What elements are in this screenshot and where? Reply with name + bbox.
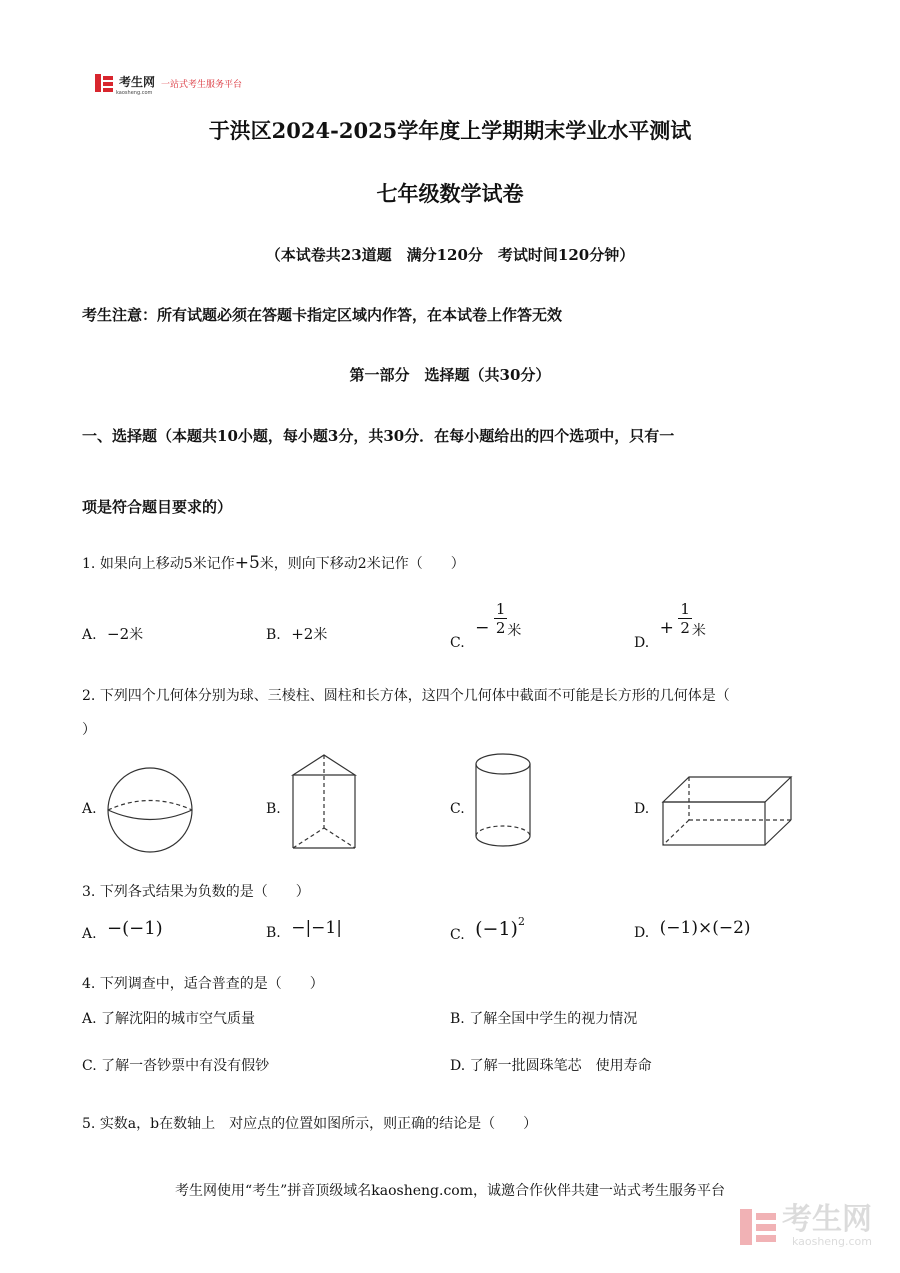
logo-mark-icon [95,74,113,92]
option-a[interactable]: A. −(−1) [82,918,163,942]
watermark-mark-icon [740,1209,776,1245]
question-number: 5. [82,1116,96,1132]
logo-slogan: 一站式考生服务平台 [161,79,243,90]
fraction: $\frac{1}{2}$ [495,600,506,637]
option-a[interactable]: A. −2米 [82,625,144,643]
question-text: 实数a，b在数轴上 对应点的位置如图所示，则正确的结论是（ ） [99,1116,538,1132]
option-c[interactable]: C. $(-1)^2$ [450,915,525,943]
option-d[interactable]: D. (−1)×(−2) [634,918,751,941]
cylinder-icon [474,752,532,850]
question-2 [82,685,730,705]
option-d[interactable]: D. [634,801,650,817]
exam-subtitle: 七年级数学试卷 [376,181,524,206]
exam-info: （本试卷共23道题 满分120分 考试时间120分钟） [265,246,635,264]
option-c[interactable]: C. [450,801,465,817]
question-number: 2. [82,688,96,704]
question-4 [82,973,324,993]
option-d[interactable]: D. + $\frac{1}{2}$ 米 [634,600,706,651]
question-text: 下列调查中，适合普查的是（ ） [99,976,324,992]
option-b[interactable]: B. [266,801,281,817]
cuboid-icon [660,774,794,848]
question-number: 3. [82,884,96,900]
question-text: 米，则向下移动2米记作（ ） [259,556,465,572]
part-title: 第一部分 选择题（共30分） [349,366,551,384]
math-expression: +5 [234,553,260,573]
option-c[interactable]: C. 了解一沓钞票中有没有假钞 [82,1058,270,1074]
option-b[interactable]: B. +2米 [266,625,328,643]
section-header-line2: 项是符合题目要求的） [82,498,233,516]
section-header-line1: 一、选择题（本题共10小题，每小题3分，共30分．在每小题给出的四个选项中，只有一 [82,427,675,445]
question-text: 下列四个几何体分别为球、三棱柱、圆柱和长方体，这四个几何体中截面不可能是长方形的几何体是（ [99,688,730,704]
question-text: 如果向上移动5米记作 [99,556,235,572]
site-logo [95,72,242,94]
option-d[interactable]: D. 了解一批圆珠笔芯 使用寿命 [450,1058,652,1074]
watermark-domain: kaosheng.com [791,1235,872,1248]
logo-text: 考生网 [119,74,156,89]
watermark-text: 考生网 [782,1202,872,1237]
question-2-cont: ） [82,722,96,738]
question-3 [82,881,310,901]
footer-text: 考生网使用“考生”拼音顶级域名kaosheng.com，诚邀合作伙伴共建一站式考生服务平台 [174,1183,726,1199]
option-b[interactable]: B. 了解全国中学生的视力情况 [450,1011,638,1027]
exam-notice: 考生注意：所有试题必须在答题卡指定区域内作答，在本试卷上作答无效 [82,306,563,324]
fraction: $\frac{1}{2}$ [680,600,690,637]
option-b[interactable]: B. −|−1| [266,918,342,941]
question-number: 4. [82,976,96,992]
watermark-logo [740,1202,872,1248]
question-number: 1. [82,556,96,572]
triangular-prism-icon [290,752,358,852]
logo-domain: kaosheng.com [116,89,153,96]
option-c[interactable]: C. − $\frac{1}{2}$ 米 [450,600,522,651]
question-5 [82,1113,537,1133]
question-1 [82,553,465,573]
question-text: 下列各式结果为负数的是（ ） [99,884,310,900]
sphere-icon [104,767,196,853]
option-a[interactable]: A. 了解沈阳的城市空气质量 [82,1011,256,1027]
option-a[interactable]: A. [82,801,97,817]
exam-title: 于洪区2024-2025学年度上学期期末学业水平测试 [208,118,692,143]
